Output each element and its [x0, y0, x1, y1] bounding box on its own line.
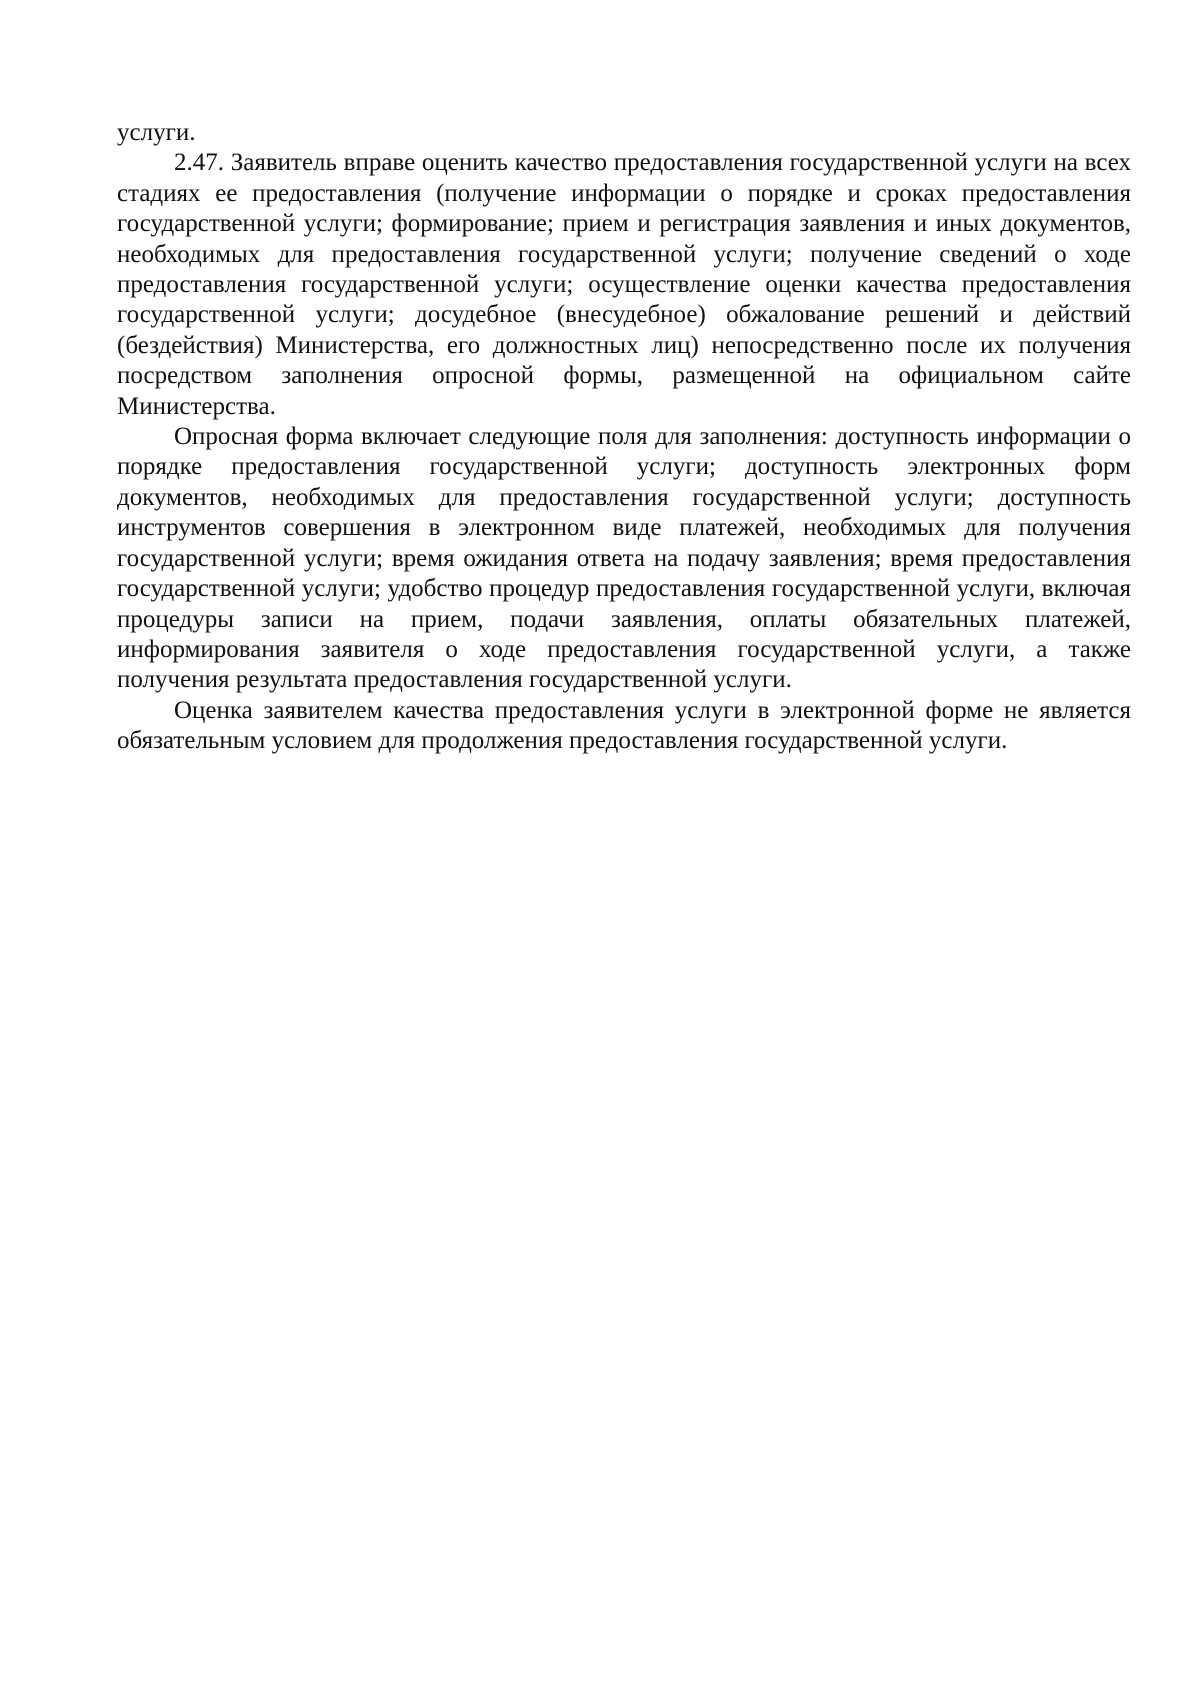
paragraph-2-47: 2.47. Заявитель вправе оценить качество предоставления государственной услуги на всех стадиях ее предоставления (получение информации о порядке и сроках предоставления государственной услуги; формирование; прием и регистрация заявления и иных документов, необходимых для предоставления государственной услуги; получение сведений о ходе предоставления государственной услуги; осуществление оценки качества предоставления государственной услуги; досудебное (внесудебное) обжалование решений и действий (бездействия) Министерства, его должностных лиц) непосредственно после их получения посредством заполнения опросной формы, размещенной на официальном сайте Министерства.	[117, 149, 1131, 420]
paragraph-survey-form: Опросная форма включает следующие поля для заполнения: доступность информации о порядке предоставления государственной услуги; доступность электронных форм документов, необходимых для предоставления государственной услуги; доступность инструментов совершения в электронном виде платежей, необходимых для получения государственной услуги; время ожидания ответа на подачу заявления; время предоставления государственной услуги; удобство процедур предоставления государственной услуги, включая процедуры записи на прием, подачи заявления, оплаты обязательных платежей, информирования заявителя о ходе предоставления государственной услуги, а также получения результата предоставления государственной услуги.	[117, 423, 1131, 694]
paragraph-assessment-optional: Оценка заявителем качества предоставления услуги в электронной форме не является обязательным условием для продолжения предоставления государственной услуги.	[117, 696, 1131, 755]
paragraph-continuation: услуги.	[117, 119, 196, 146]
document-body	[117, 118, 1131, 757]
